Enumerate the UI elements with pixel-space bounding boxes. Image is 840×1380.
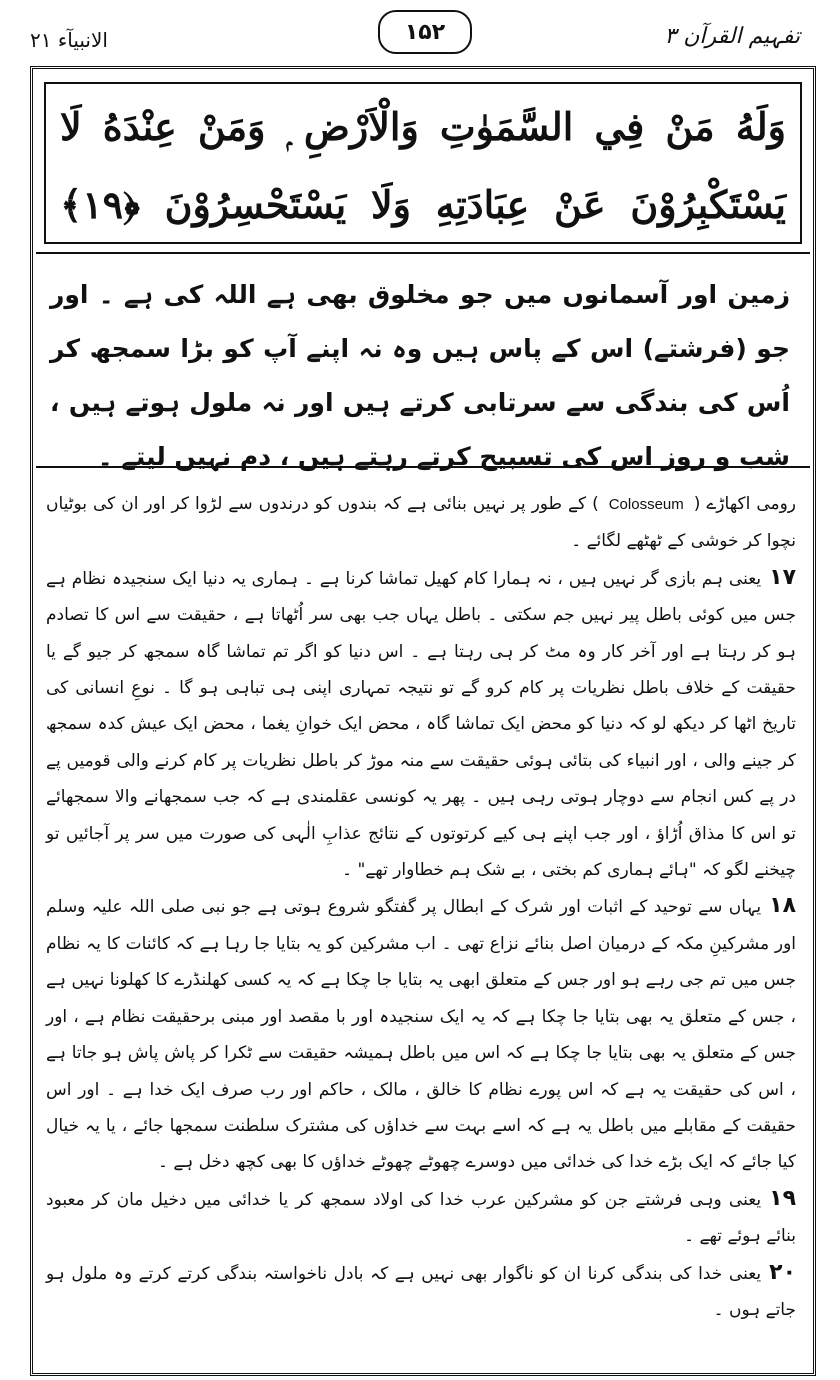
note-20 (46, 1255, 796, 1329)
page-header (0, 0, 840, 62)
note-number: ۱۸ (769, 893, 796, 919)
surah-name: الانبیآء ۲۱ (30, 28, 108, 52)
note-18 (46, 888, 796, 1180)
note-continuation (46, 486, 796, 560)
note-text: ) کے طور پر نہیں بنائی ہے کہ بندوں کو درندوں سے لڑوا کر اور ان کی بوٹیاں نچوا کر خوشی کے ٹھٹھے لگائے ۔ (46, 494, 796, 552)
note-number: ۲۰ (769, 1259, 796, 1285)
book-title: تفہیم القرآن ۳ (664, 24, 800, 49)
quran-verse: وَلَهُ مَنْ فِي السَّمَوٰتِ وَالْاَرْضِ ۭ وَمَنْ عِنْدَهُ لَا يَسْتَكْبِرُوْنَ عَنْ عِبَادَتِهِ وَلَا يَسْتَحْسِرُوْنَ ﴿۱۹﴾ (44, 82, 802, 244)
note-text: یعنی خدا کی بندگی کرنا ان کو ناگوار بھی نہیں ہے کہ بادل ناخواستہ بندگی کرتے کرتے وہ ملول ہو جاتے ہوں ۔ (46, 1263, 796, 1320)
divider (36, 252, 810, 254)
note-number: ۱۹ (769, 1185, 796, 1211)
commentary-notes (46, 486, 796, 1328)
note-17 (46, 560, 796, 889)
note-number: ۱۷ (769, 564, 796, 590)
note-19 (46, 1181, 796, 1255)
page-number: ۱۵۲ (378, 10, 472, 54)
note-text: یعنی ہم بازی گر نہیں ہیں ، نہ ہمارا کام کھیل تماشا کرنا ہے ۔ ہماری یہ دنیا ایک سنجیدہ نظام ہے جس میں کوئی باطل پیر نہیں جم سکتی ۔ باطل یہاں جب بھی سر اُٹھاتا ہے ، حقیقت سے اس کا تصادم ہو کر رہتا ہے اور آخر کار وہ مٹ کر ہی رہتا ہے ۔ اس دنیا کو اگر تم تماشا گاہ سمجھ کر جیو گے یا حقیقت کے خلاف باطل نظریات پر کام کرو گے تو نتیجہ تمہاری اپنی ہی تباہی ہو گا ۔ نوعِ انسانی کی تاریخ اٹھا کر دیکھ لو کہ دنیا کو محض ایک تماشا گاہ ، محض ایک خوانِ یغما ، محض ایک عیش کدہ سمجھ کر جینے والی ، اور انبیاء کی بتائی ہوئی حقیقت سے منہ موڑ کر باطل نظریات پر کام کرنے والی قومیں پے در پے کس انجام سے دوچار ہوتی رہی ہیں ۔ پھر یہ کونسی عقلمندی ہے کہ جب سمجھانے والا سمجھائے تو اس کا مذاق اُڑاؤ ، اور جب اپنے ہی کیے کرتوتوں کے نتائج عذابِ الٰہی کی صورت میں سر پر آجائیں تو چیخنے لگو کہ "ہائے ہماری کم بختی ، بے شک ہم خطاوار تھے" ۔ (46, 568, 796, 881)
english-term: Colosseum (608, 496, 684, 513)
note-text: یعنی وہی فرشتے جن کو مشرکین عرب خدا کی اولاد سمجھ کر یا خدائی میں دخیل مان کر معبود بنائے ہوئے تھے ۔ (46, 1189, 796, 1247)
urdu-translation: زمین اور آسمانوں میں جو مخلوق بھی ہے اللہ کی ہے ۔ اور جو (فرشتے) اس کے پاس ہیں وہ نہ اپنے آپ کو بڑا سمجھ کر اُس کی بندگی سے سرتابی کرتے ہیں اور نہ ملول ہوتے ہیں ، شب و روز اس کی تسبیح کرتے رہتے ہیں ، دم نہیں لیتے ۔ (50, 280, 790, 471)
note-text: رومی اکھاڑے ( (693, 494, 797, 514)
note-text: یہاں سے توحید کے اثبات اور شرک کے ابطال پر گفتگو شروع ہوتی ہے جو نبی صلی اللہ علیہ وسلم اور مشرکینِ مکہ کے درمیان اصل بنائے نزاع تھی ۔ اب مشرکین کو یہ بتایا جا رہا ہے کہ کائنات کا یہ نظام جس میں تم جی رہے ہو اور جس کے متعلق ابھی یہ بتایا جا چکا ہے کہ یہ کسی کھلنڈرے کا کھلونا نہیں ہے ، جس کے متعلق یہ بھی بتایا جا چکا ہے کہ یہ ایک سنجیدہ اور با مقصد اور مبنی برحقیقت نظام ہے ، اور جس کے متعلق یہ بھی بتایا جا چکا ہے کہ اس میں باطل ہمیشہ حقیقت سے ٹکرا کر پاش پاش ہو جاتا ہے ، اس کی حقیقت یہ ہے کہ اس پورے نظام کا خالق ، مالک ، حاکم اور رب صرف ایک خدا ہے ۔ اور اس حقیقت کے مقابلے میں باطل یہ ہے کہ اسے بہت سے خداؤں کی مشترک سلطنت سمجھا جائے ، یا یہ خیال کیا جائے کہ ایک بڑے خدا کی خدائی میں دوسرے چھوٹے چھوٹے خداؤں کا بھی کچھ دخل ہے ۔ (46, 897, 796, 1173)
divider (36, 466, 810, 468)
